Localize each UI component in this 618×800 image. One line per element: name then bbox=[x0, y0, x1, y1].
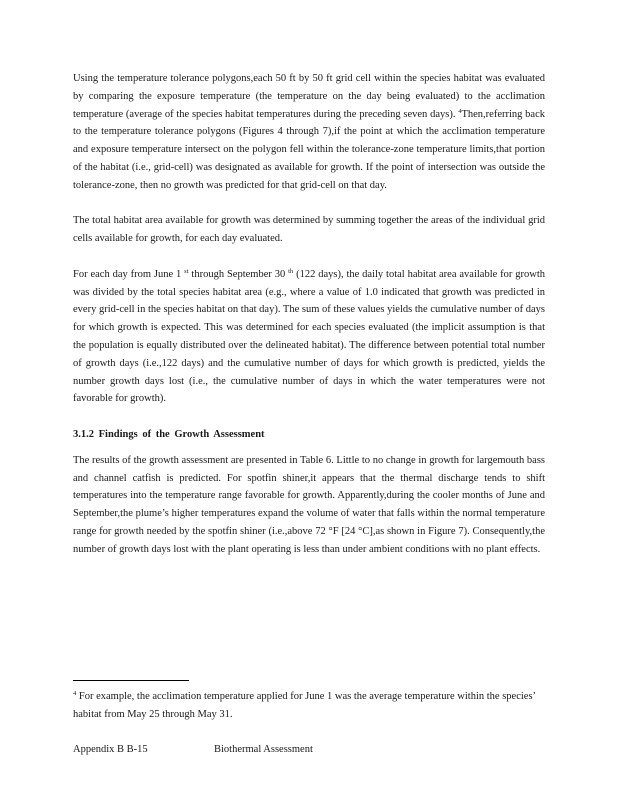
footnote-mark: 4 bbox=[73, 690, 77, 697]
page-footer bbox=[73, 743, 543, 757]
footnote bbox=[73, 688, 543, 724]
paragraph-findings: The results of the growth assessment are presented in Table 6. Little to no change in growth for largemouth bass and channel catfish is predicted. For spotfin shiner,it appears that the thermal discharge tends to shift temperatures into the temperature range favorable for growth. Apparently,during the cooler months of June and September,the plume’s higher temperatures expand the volume of water that falls within the normal temperature range for growth needed by the spotfin shiner (i.e.,above 72 °F [24 °C],as shown in Figure 7). Consequently,the number of growth days lost with the plant operating is less than under ambient conditions with no plant effects. bbox=[73, 454, 545, 555]
paragraph-text: For each day from June 1 bbox=[73, 268, 182, 280]
section-heading: 3.1.2 Findings of the Growth Assessment bbox=[73, 428, 265, 440]
paragraph-text: Then,referring back to the temperature tolerance polygons (Figures 4 through 7),if the point at which the acclimation temperature and exposure temperature intersect on the polygon fell within the tolerance-zone temperature limits,that portion of the habitat (i.e., grid-cell) was designated as available for growth. If the point of intersection was outside the tolerance-zone, then no growth was predicted for that grid-cell on that day. bbox=[73, 108, 546, 191]
paragraph-text: (122 days), the daily total habitat area available for growth was divided by the total species habitat area (e.g., where a value of 1.0 indicated that growth was predicted in every grid-cell in the species habitat on that day). The sum of these values yields the cumulative number of days for which growth is expected. This was determined for each species evaluated (the implicit assumption is that the population is equally distributed over the delineated habitat). The difference between potential total number of growth days (i.e.,122 days) and the cumulative number of days for which growth is predicted, yields the number growth days lost (i.e., the cumulative number of days in which the water temperatures were not favorable for growth). bbox=[73, 268, 546, 405]
paragraph-tolerance-polygons bbox=[73, 70, 545, 195]
paragraph-text: Using the temperature tolerance polygons,each 50 ft by 50 ft grid cell within the species habitat was evaluated by comparing the exposure temperature (the temperature on the day being evaluated) to the acclimation temperature (average of the species habitat temperatures during the preceding seven days). bbox=[73, 73, 545, 120]
footnote-text: For example, the acclimation temperature applied for June 1 was the average temperature within the species’ habitat from May 25 through May 31. bbox=[73, 691, 536, 720]
footnote-reference[interactable]: 4 bbox=[458, 107, 462, 115]
paragraph-growth-days bbox=[73, 266, 545, 408]
footnote-divider bbox=[73, 680, 189, 681]
paragraph-total-habitat: The total habitat area available for growth was determined by summing together the areas of the individual grid cells available for growth, for each day evaluated. bbox=[73, 215, 545, 245]
footer-section-title: Biothermal Assessment bbox=[214, 744, 313, 755]
paragraph-text: through September 30 bbox=[191, 268, 286, 280]
ordinal-suffix: st bbox=[184, 267, 189, 275]
ordinal-suffix: th bbox=[288, 267, 294, 275]
footer-page-label: Appendix B B-15 bbox=[73, 744, 148, 755]
document-body bbox=[73, 70, 545, 576]
